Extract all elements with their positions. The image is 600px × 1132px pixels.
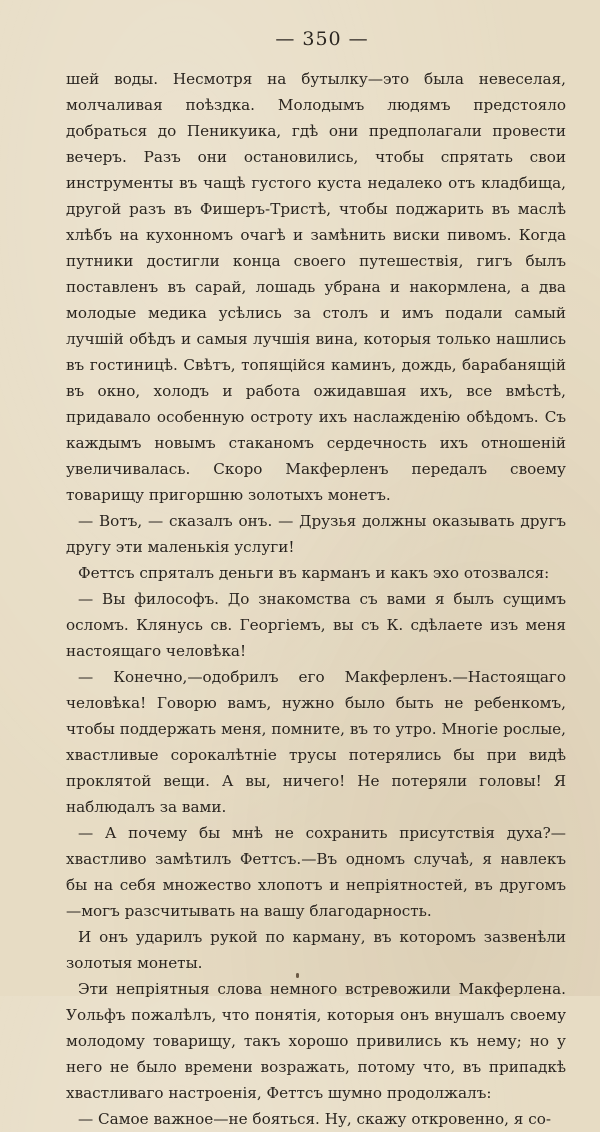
paragraph: шей воды. Несмотря на бутылку—это была невеселая, молчаливая поѣздка. Молодымъ людямъ предстояло добраться до Пеникуика, гдѣ они предполагали провести вечеръ. Разъ они остановились, чтобы спрятать свои инструменты въ чащѣ густого куста недалеко отъ кладбища, другой разъ въ Фишеръ-Тристѣ, чтобы поджарить въ маслѣ хлѣбъ на кухонномъ очагѣ и замѣнить виски пивомъ. Когда путники достигли конца своего путешествія, гигъ былъ поставленъ въ сарай, лошадь убрана и накормлена, а два молодые медика усѣлись за столъ и имъ подали самый лучшій обѣдъ и самыя лучшія вина, которыя только нашлись въ гостиницѣ. Свѣтъ, топящійся каминъ, дождь, барабанящій въ окно, холодъ и работа ожидавшая ихъ, все вмѣстѣ, придавало особенную остроту ихъ наслажденію обѣдомъ. Съ каждымъ новымъ стаканомъ сердечность ихъ отношеній увеличивалась. Скоро Макферленъ передалъ своему товарищу пригоршню золотыхъ монетъ. [66, 70, 566, 504]
paragraph: Феттсъ спряталъ деньги въ карманъ и какъ эхо отозвался: [78, 564, 550, 582]
paper-speck [296, 973, 299, 978]
paragraph: Эти непріятныя слова немного встревожили Макферлена. Уольфъ пожалѣлъ, что понятія, которыя онъ внушалъ своему молодому товарищу, такъ хорошо привились къ нему; но у него не было времени возражать, потому что, въ припадкѣ хвастливаго настроенія, Феттсъ шумно продолжалъ: [66, 980, 566, 1102]
paragraph: — Вы философъ. До знакомства съ вами я былъ сущимъ осломъ. Клянусь св. Георгіемъ, вы съ К. сдѣлаете изъ меня настоящаго человѣка! [66, 590, 566, 660]
page-number: — 350 — [275, 28, 369, 50]
page-body [66, 66, 566, 1132]
paragraph: — Самое важное—не бояться. Ну, скажу откровенно, я со- [78, 1110, 552, 1128]
paragraph: — Конечно,—одобрилъ его Макферленъ.—Настоящаго человѣка! Говорю вамъ, нужно было быть не ребенкомъ, чтобы поддержать меня, помните, въ то утро. Многіе рослые, хвастливые сорокалѣтніе трусы потерялись бы при видѣ проклятой вещи. А вы, ничего! Не потеряли головы! Я наблюдалъ за вами. [66, 668, 566, 816]
paragraph: — Вотъ, — сказалъ онъ. — Друзья должны оказывать другъ другу эти маленькія услуги! [66, 512, 566, 556]
paragraph: — А почему бы мнѣ не сохранить присутствія духа?— хвастливо замѣтилъ Феттсъ.—Въ одномъ случаѣ, я навлекъ бы на себя множество хлопотъ и непріятностей, въ другомъ—могъ разсчитывать на вашу благодарность. [66, 824, 566, 920]
paragraph: И онъ ударилъ рукой по карману, въ которомъ зазвенѣли золотыя монеты. [66, 928, 566, 972]
